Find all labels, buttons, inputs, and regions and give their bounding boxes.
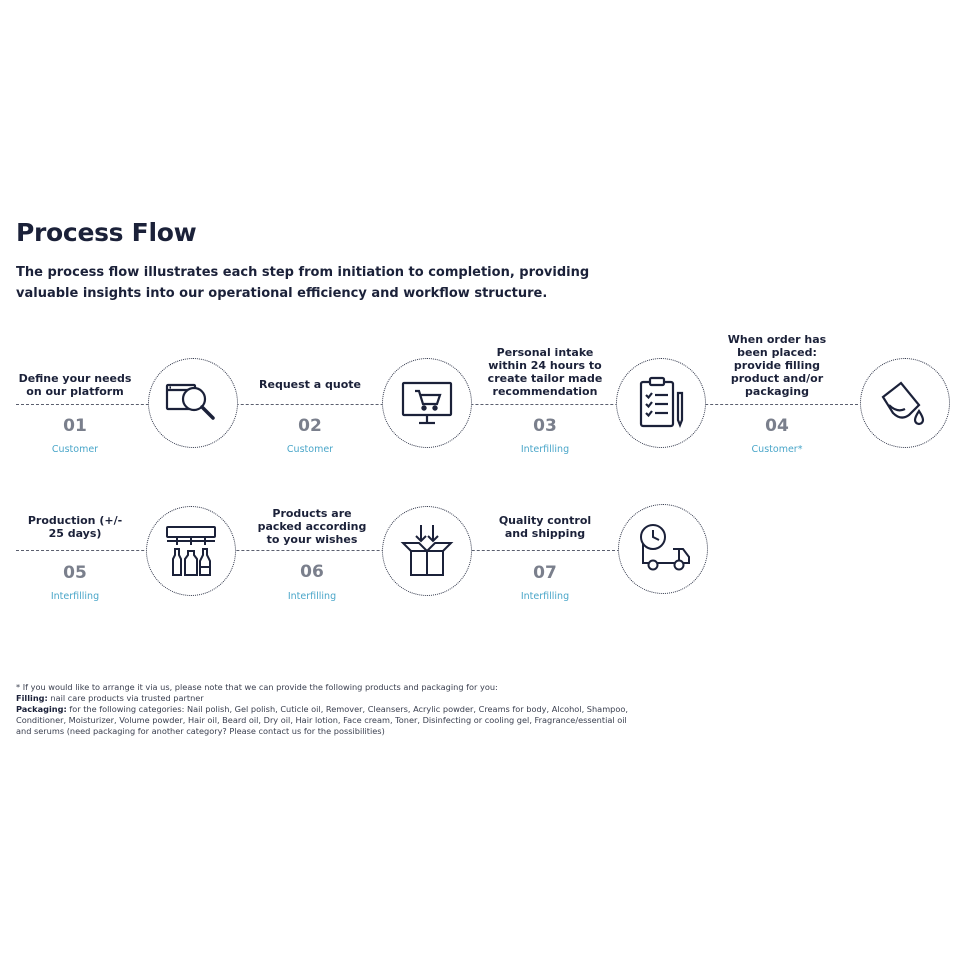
footnote-intro: * If you would like to arrange it via us, please note that we can provide the following products and packaging for you: — [16, 682, 498, 692]
step-06 — [247, 488, 377, 618]
step-01-icon-circle — [148, 358, 238, 448]
step-07-icon-circle — [618, 504, 708, 594]
step-label: Personal intake within 24 hours to create tailor made recommendation — [487, 346, 603, 398]
step-label: When order has been placed: provide filling product and/or packaging — [727, 333, 827, 398]
footnote — [16, 682, 636, 737]
filling-machine-icon — [161, 521, 221, 581]
step-number: 04 — [765, 416, 789, 436]
step-07 — [480, 488, 610, 618]
step-04-icon-circle — [860, 358, 950, 448]
pouring-bucket-icon — [875, 373, 935, 433]
step-number: 02 — [298, 416, 322, 436]
page-title: Process Flow — [16, 218, 197, 247]
packaging-text: for the following categories: Nail polish, Gel polish, Cuticle oil, Remover, Cleansers, Acrylic powder, Creams for body, Alcohol, Shampoo, Conditioner, Moisturizer, Volume powder, Hair oil, Beard oil, Dry oil, Hair lotion, Face cream, Toner, Disinfecting or cooling gel, Fragrance/essential oil and serums (need packaging for another category? Please contact us for the possibilities) — [16, 704, 628, 736]
step-number: 07 — [533, 563, 557, 583]
step-number: 06 — [300, 562, 324, 582]
step-03-icon-circle — [616, 358, 706, 448]
step-label: Request a quote — [259, 378, 361, 391]
process-row-2 — [0, 488, 960, 618]
step-role: Customer* — [751, 444, 803, 455]
filling-text: nail care products via trusted partner — [47, 693, 204, 703]
footnote-filling — [16, 693, 636, 704]
clipboard-checklist-icon — [631, 373, 691, 433]
step-role: Interfilling — [50, 591, 100, 602]
page-subtitle: The process flow illustrates each step from initiation to completion, providing valuable insights into our operational efficiency and workflow structure. — [16, 265, 590, 301]
step-label: Production (+/- 25 days) — [27, 514, 123, 540]
process-row-1 — [0, 333, 960, 470]
step-02-icon-circle — [382, 358, 472, 448]
step-label: Define your needs on our platform — [18, 372, 132, 398]
step-04 — [712, 333, 842, 470]
step-role: Customer — [286, 444, 334, 455]
step-role: Interfilling — [287, 591, 337, 602]
step-01 — [10, 340, 140, 470]
step-number: 05 — [63, 563, 87, 583]
step-05-icon-circle — [146, 506, 236, 596]
footnote-packaging — [16, 704, 636, 737]
step-03 — [480, 340, 610, 470]
step-role: Interfilling — [520, 444, 570, 455]
step-number: 03 — [533, 416, 557, 436]
step-05 — [10, 488, 140, 618]
filling-label: Filling: — [16, 693, 48, 703]
step-label: Products are packed according to your wishes — [257, 507, 367, 546]
step-role: Interfilling — [520, 591, 570, 602]
step-06-icon-circle — [382, 506, 472, 596]
step-role: Customer — [51, 444, 99, 455]
monitor-cart-icon — [397, 373, 457, 433]
step-number: 01 — [63, 416, 87, 436]
packing-box-icon — [397, 521, 457, 581]
packaging-label: Packaging: — [16, 704, 67, 714]
delivery-truck-icon — [633, 519, 693, 579]
step-02 — [245, 340, 375, 470]
step-label: Quality control and shipping — [498, 514, 592, 540]
magnifier-window-icon — [163, 373, 223, 433]
